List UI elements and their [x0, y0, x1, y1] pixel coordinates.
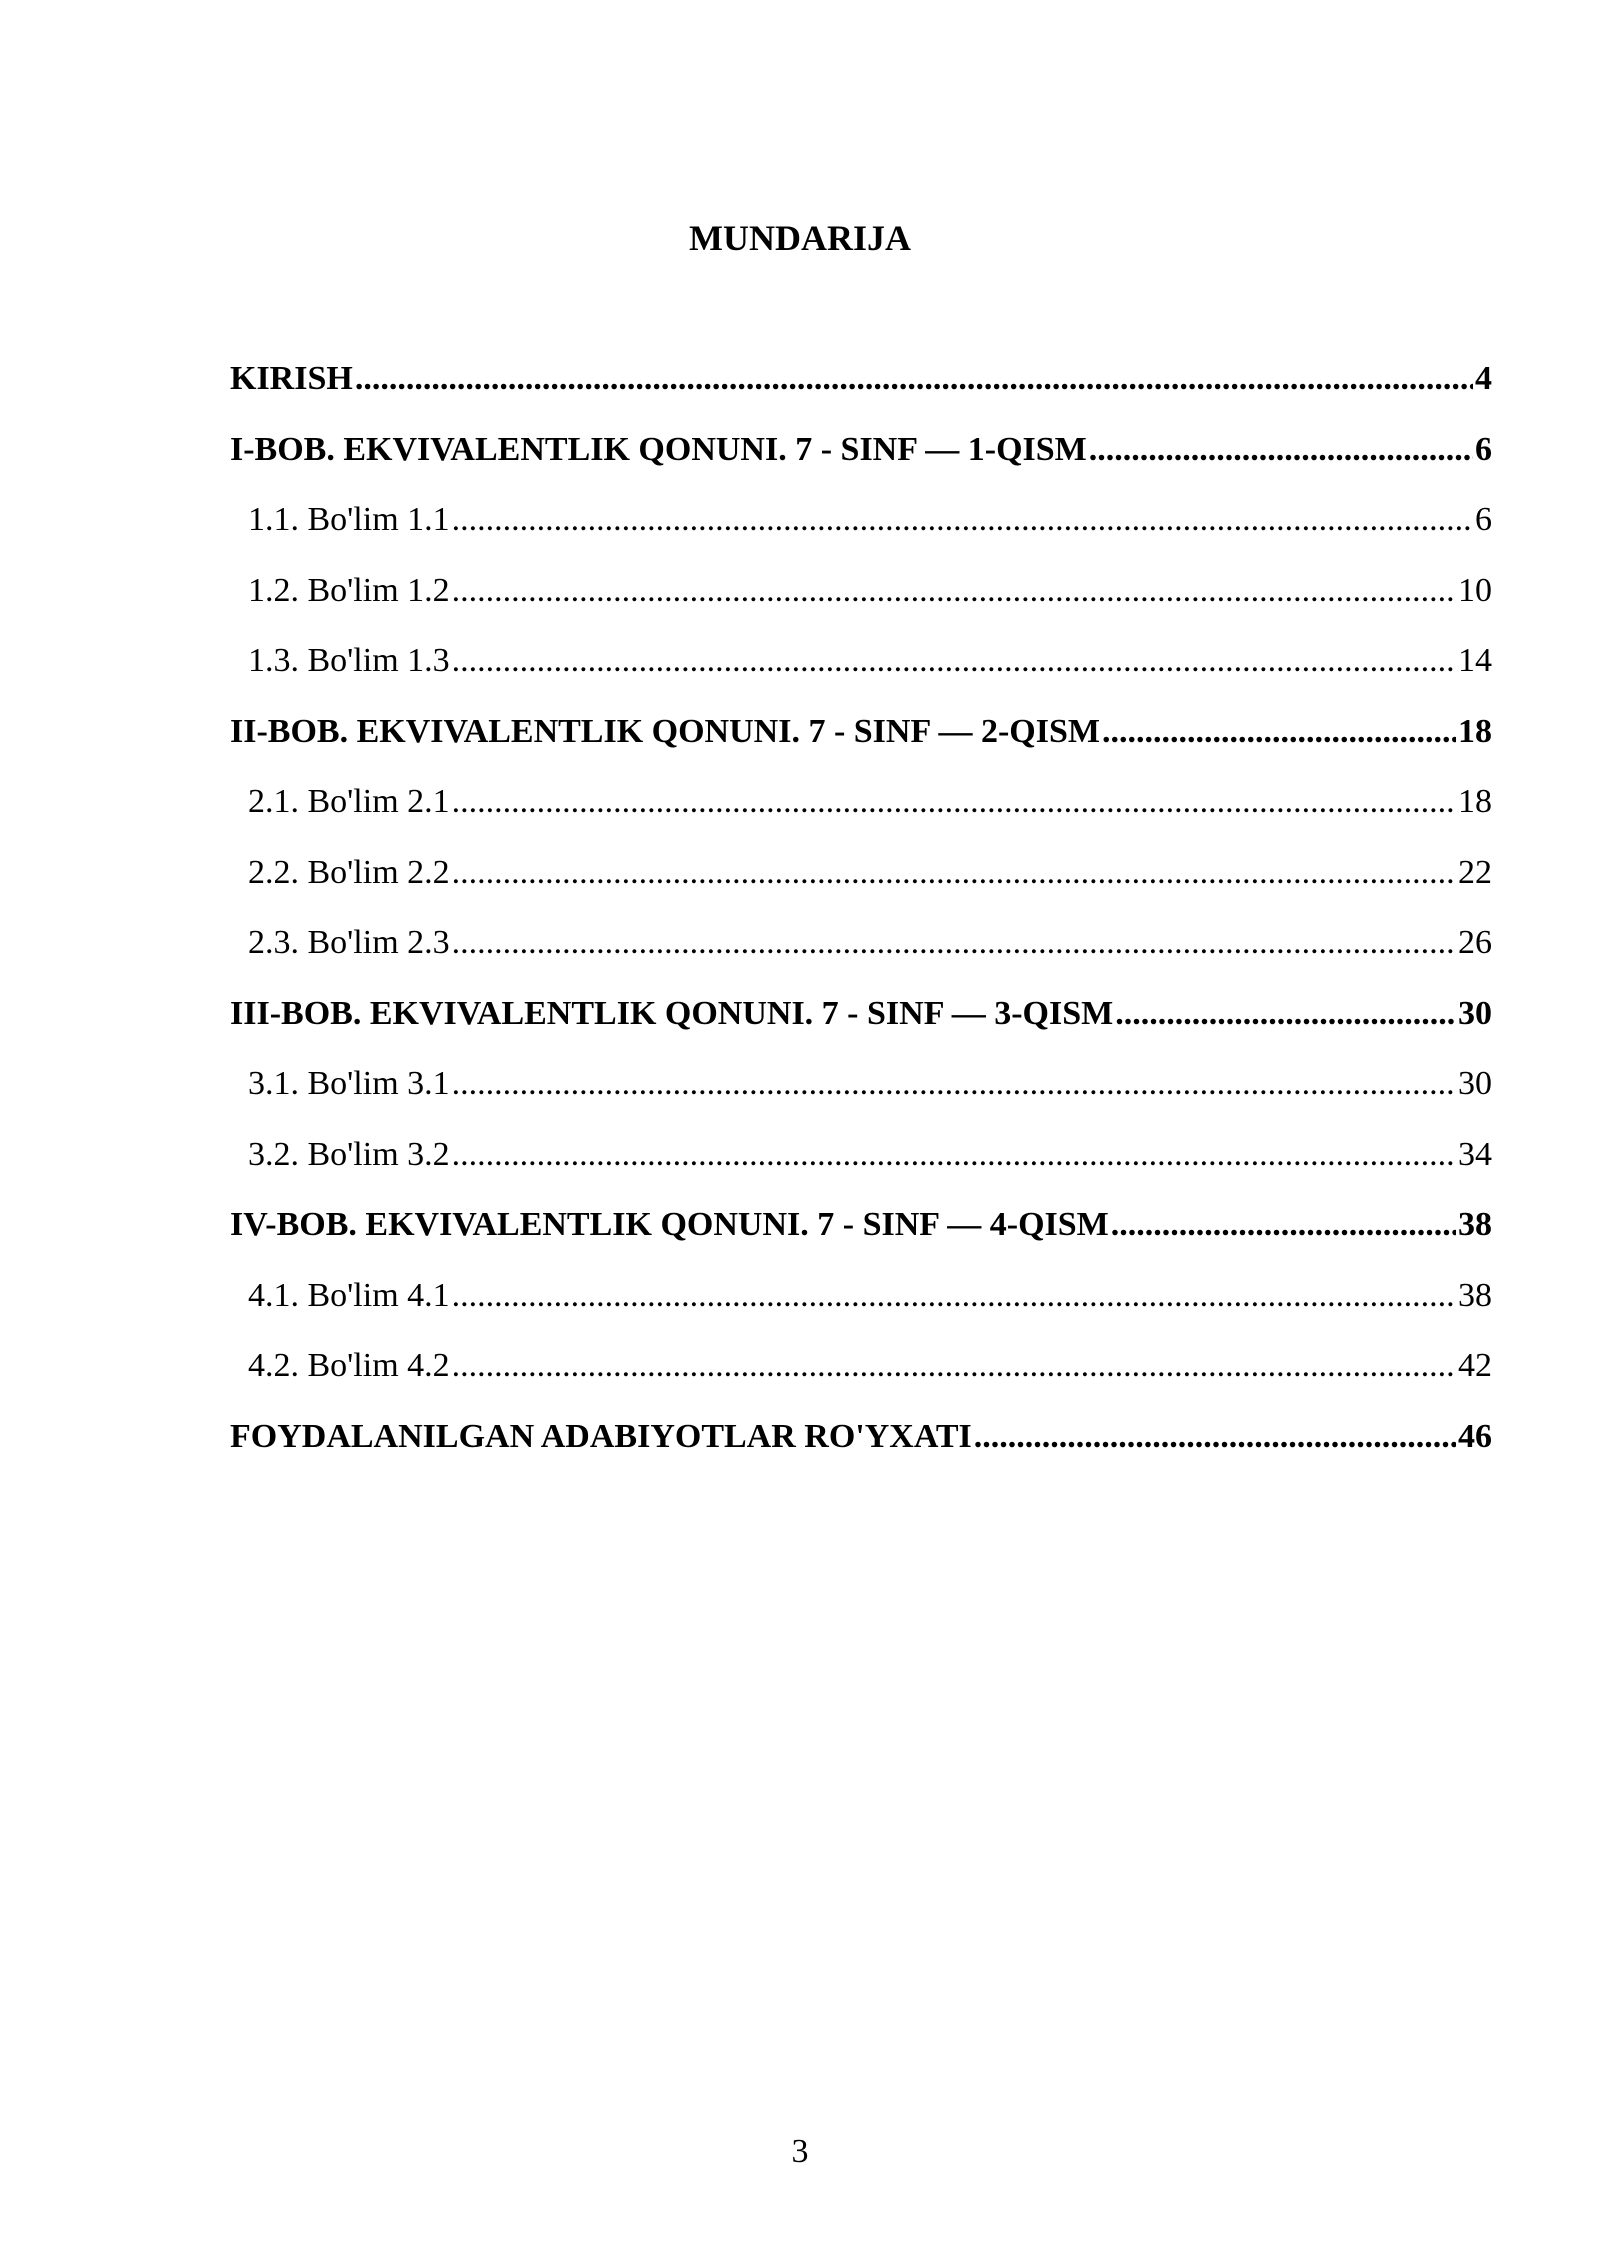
- toc-dot-leader: [355, 352, 1473, 406]
- toc-dot-leader: [452, 1057, 1456, 1111]
- toc-dot-leader: [1115, 987, 1456, 1041]
- toc-entry-page: 22: [1458, 853, 1492, 891]
- toc-entry-page: 18: [1458, 712, 1492, 750]
- toc-section-entry[interactable]: [230, 775, 1492, 846]
- toc-entry-label: FOYDALANILGAN ADABIYOTLAR RO'YXATI: [230, 1417, 972, 1455]
- toc-entry-label: 3.2. Bo'lim 3.2: [248, 1135, 450, 1173]
- toc-entry-label: 1.2. Bo'lim 1.2: [248, 571, 450, 609]
- toc-entry-page: 38: [1458, 1206, 1492, 1243]
- toc-entry-label: 2.3. Bo'lim 2.3: [248, 924, 450, 961]
- toc-chapter-entry[interactable]: [230, 352, 1492, 423]
- toc-entry-page: 14: [1458, 642, 1492, 679]
- toc-entry-label: 4.2. Bo'lim 4.2: [248, 1347, 450, 1384]
- toc-entry-label: II-BOB. EKVIVALENTLIK QONUNI. 7 - SINF — 2-QISM: [230, 712, 1100, 750]
- toc-entry-page: 46: [1458, 1417, 1492, 1455]
- toc-chapter-entry[interactable]: [230, 987, 1492, 1058]
- toc-section-entry[interactable]: [230, 916, 1492, 987]
- toc-entry-label: 2.1. Bo'lim 2.1: [248, 783, 450, 820]
- toc-dot-leader: [1111, 1198, 1456, 1252]
- toc-dot-leader: [452, 916, 1456, 970]
- toc-entry-label: III-BOB. EKVIVALENTLIK QONUNI. 7 - SINF — 3-QISM: [230, 994, 1114, 1032]
- toc-dot-leader: [452, 493, 1473, 547]
- toc-entry-page: 34: [1458, 1135, 1492, 1173]
- toc-entry-page: 38: [1458, 1276, 1492, 1314]
- toc-entry-label: 3.1. Bo'lim 3.1: [248, 1065, 450, 1102]
- toc-entry-label: 2.2. Bo'lim 2.2: [248, 853, 450, 891]
- toc-entry-label: IV-BOB. EKVIVALENTLIK QONUNI. 7 - SINF — 4-QISM: [230, 1206, 1109, 1243]
- toc-dot-leader: [452, 775, 1456, 829]
- toc-section-entry[interactable]: [230, 846, 1492, 917]
- toc-section-entry[interactable]: [230, 493, 1492, 564]
- toc-entry-page: 10: [1458, 571, 1492, 609]
- toc-section-entry[interactable]: [230, 1057, 1492, 1128]
- toc-dot-leader: [1102, 705, 1456, 759]
- toc-dot-leader: [452, 634, 1456, 688]
- toc-entry-page: 6: [1475, 430, 1492, 468]
- toc-entry-label: 4.1. Bo'lim 4.1: [248, 1276, 450, 1314]
- toc-entry-label: KIRISH: [230, 360, 353, 397]
- toc-entry-page: 18: [1458, 783, 1492, 820]
- page-number: 3: [791, 2133, 809, 2170]
- toc-chapter-entry[interactable]: [230, 1410, 1492, 1481]
- toc-dot-leader: [452, 1269, 1456, 1323]
- toc-dot-leader: [452, 1128, 1456, 1182]
- toc-section-entry[interactable]: [230, 1269, 1492, 1340]
- toc-dot-leader: [452, 846, 1456, 900]
- toc-entry-page: 30: [1458, 1065, 1492, 1102]
- toc-entry-label: 1.1. Bo'lim 1.1: [248, 501, 450, 538]
- toc-chapter-entry[interactable]: [230, 1198, 1492, 1269]
- toc-section-entry[interactable]: [230, 634, 1492, 705]
- table-of-contents: [230, 352, 1492, 1480]
- toc-entry-page: 26: [1458, 924, 1492, 961]
- toc-dot-leader: [1089, 423, 1473, 477]
- page-title: MUNDARIJA: [689, 218, 911, 258]
- toc-section-entry[interactable]: [230, 1339, 1492, 1410]
- toc-section-entry[interactable]: [230, 1128, 1492, 1199]
- toc-dot-leader: [974, 1410, 1456, 1464]
- toc-entry-page: 6: [1475, 501, 1492, 538]
- toc-dot-leader: [452, 564, 1456, 618]
- toc-chapter-entry[interactable]: [230, 423, 1492, 494]
- toc-section-entry[interactable]: [230, 564, 1492, 635]
- toc-entry-label: 1.3. Bo'lim 1.3: [248, 642, 450, 679]
- toc-entry-page: 30: [1458, 994, 1492, 1032]
- toc-chapter-entry[interactable]: [230, 705, 1492, 776]
- toc-entry-page: 4: [1475, 360, 1492, 397]
- toc-dot-leader: [452, 1339, 1456, 1393]
- toc-entry-label: I-BOB. EKVIVALENTLIK QONUNI. 7 - SINF — 1-QISM: [230, 430, 1087, 468]
- toc-entry-page: 42: [1458, 1347, 1492, 1384]
